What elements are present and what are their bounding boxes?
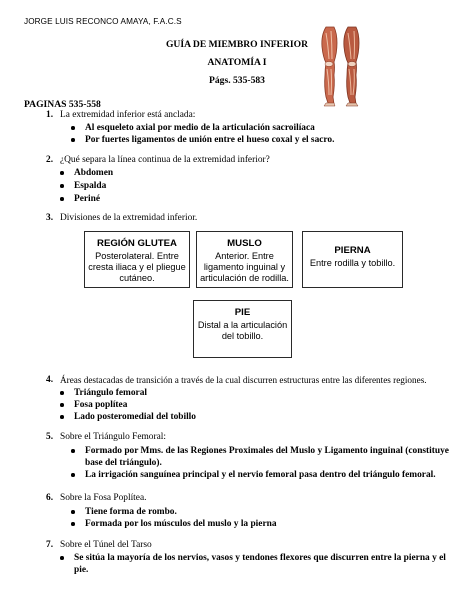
question-number: 2. bbox=[46, 155, 54, 165]
bullet-icon bbox=[71, 473, 75, 477]
page-range: Págs. 535-583 bbox=[209, 75, 265, 86]
region-description: Distal a la articulación del tobillo. bbox=[197, 320, 288, 341]
bullet-icon bbox=[71, 449, 75, 453]
question-number: 5. bbox=[46, 432, 54, 442]
bullet-icon bbox=[60, 403, 64, 407]
author-name: JORGE LUIS RECONCO AMAYA, F.A.C.S bbox=[24, 17, 182, 26]
bullet-icon bbox=[60, 171, 64, 175]
question-number: 6. bbox=[46, 493, 54, 503]
question-number: 3. bbox=[46, 213, 54, 223]
region-description: Entre rodilla y tobillo. bbox=[309, 258, 396, 268]
question-text: ¿Qué separa la línea continua de la extremidad inferior? bbox=[60, 155, 270, 165]
bullet-icon bbox=[60, 184, 64, 188]
region-description: Posterolateral. Entre cresta iliaca y el pliegue cutáneo. bbox=[88, 251, 186, 283]
bullet-icon bbox=[60, 391, 64, 395]
question-number: 1. bbox=[46, 110, 54, 120]
question-text: Sobre el Túnel del Tarso bbox=[60, 540, 152, 550]
region-box-pie bbox=[193, 300, 292, 358]
bullet-icon bbox=[71, 510, 75, 514]
bullet-icon bbox=[60, 197, 64, 201]
bullet-icon bbox=[71, 126, 75, 130]
region-title: PIE bbox=[234, 307, 251, 318]
bullet-icon bbox=[60, 415, 64, 419]
region-box-muslo bbox=[196, 231, 293, 288]
region-description: Anterior. Entre ligamento inguinal y articulación de rodilla. bbox=[200, 251, 289, 283]
question-number: 7. bbox=[46, 540, 54, 550]
leg-muscles-icon bbox=[318, 25, 364, 107]
pages-heading: PAGINAS 535-558 bbox=[24, 99, 101, 110]
bullet-icon bbox=[71, 138, 75, 142]
question-text: Áreas destacadas de transición a través de la cual discurren estructuras entre las diferentes regiones. bbox=[60, 375, 427, 385]
question-text: La extremidad inferior está anclada: bbox=[60, 110, 196, 120]
guide-title: GUÍA DE MIEMBRO INFERIOR bbox=[165, 39, 309, 50]
region-title: REGIÓN GLUTEA bbox=[97, 238, 177, 249]
region-title: PIERNA bbox=[334, 245, 371, 256]
question-text: Sobre la Fosa Poplítea. bbox=[60, 493, 147, 503]
question-text: Divisiones de la extremidad inferior. bbox=[60, 213, 198, 223]
region-title: MUSLO bbox=[227, 238, 262, 249]
question-number: 4. bbox=[46, 375, 54, 385]
question-text: Sobre el Triángulo Femoral: bbox=[60, 432, 166, 442]
bullet-icon bbox=[60, 556, 64, 560]
course-title: ANATOMÍA I bbox=[207, 57, 267, 68]
region-box-pierna bbox=[302, 231, 403, 288]
bullet-icon bbox=[71, 522, 75, 526]
region-box-glutea bbox=[84, 231, 190, 288]
